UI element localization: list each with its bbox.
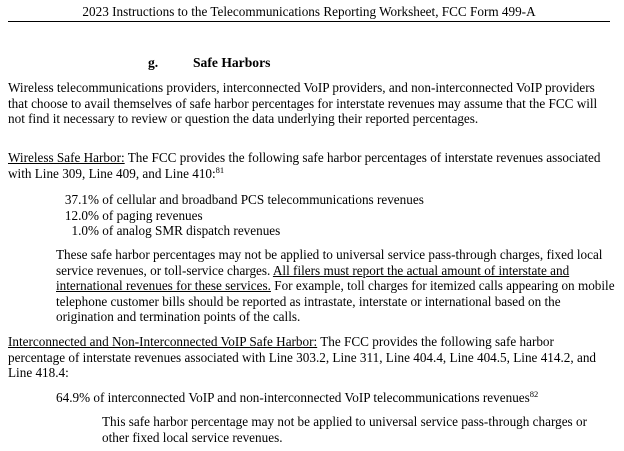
list-item: 1.0% of analog SMR dispatch revenues	[71, 223, 281, 239]
list-item: 37.1% of cellular and broadband PCS telecommunications revenues	[64, 192, 424, 207]
voip-percentage-item: 64.9% of interconnected VoIP and non-interconnected VoIP telecommunications revenues$^{82}$	[56, 389, 539, 405]
wireless-safe-harbor-text: The FCC provides the following safe harbor percentages of interstate revenues associated with Line 309, Line 409, and Line 410:	[8, 150, 601, 181]
wireless-percentage-list	[56, 192, 424, 239]
page-header: 2023 Instructions to the Telecommunications Reporting Worksheet, FCC Form 499-A	[82, 4, 536, 19]
wireless-safe-harbor-paragraph	[8, 150, 614, 181]
header-rule	[8, 21, 610, 22]
underlined-requirement: All filers must report the actual amount of interstate and international revenues for these services.	[56, 262, 570, 294]
voip-safe-harbor-paragraph	[8, 334, 614, 381]
voip-safe-harbor-text: The FCC provides the following safe harbor percentage of interstate revenues associated with Line 303.2, Line 311, Line 404.4, Line 404.5, Line 414.2, and Line 418.4:	[8, 334, 597, 381]
section-title: Safe Harbors	[193, 55, 271, 70]
intro-paragraph: Wireless telecommunications providers, interconnected VoIP providers, and non-interconnected VoIP providers that choose to avail themselves of safe harbor percentages for interstate revenues may assume that the FCC will not find it necessary to review or question the data underlying their reported percentages.	[8, 80, 598, 127]
section-heading	[148, 55, 270, 71]
wireless-note-paragraph: These safe harbor percentages may not be applied to universal service pass-through charges, fixed local service revenues, or toll-service charges. All filers must report the actual amount of interstate and international revenues for these services. For example, toll charges for itemized calls appearing on mobile telephone customer bills should be reported as intrastate, interstate or international based on the origination and termination points of the calls.	[56, 247, 615, 325]
list-item: 12.0% of paging revenues	[64, 207, 203, 223]
wireless-safe-harbor-heading: Wireless Safe Harbor:	[8, 150, 125, 165]
section-letter: g.	[148, 55, 159, 70]
footnote-ref-81: 81	[215, 164, 225, 175]
voip-safe-harbor-heading: Interconnected and Non-Interconnected VoIP Safe Harbor:	[8, 334, 318, 349]
voip-note-paragraph: This safe harbor percentage may not be applied to universal service pass-through charges or other fixed local service revenues.	[102, 414, 587, 445]
footnote-ref-82: 82	[529, 389, 539, 399]
